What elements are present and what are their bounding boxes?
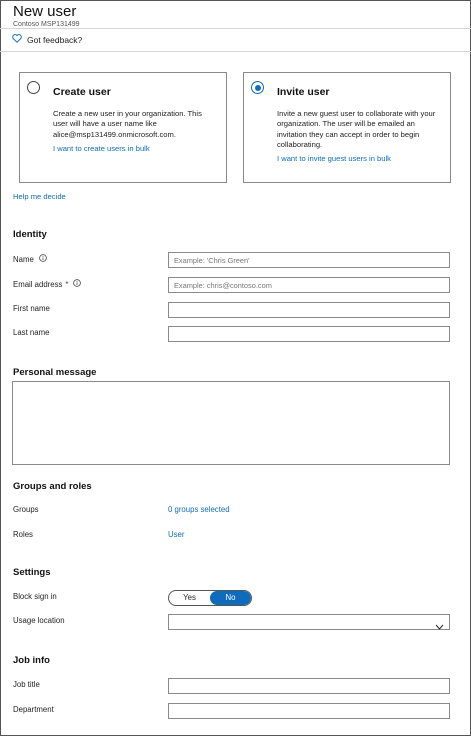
identity-section-title: Identity	[13, 229, 47, 240]
heart-icon	[12, 34, 27, 45]
command-bar	[0, 28, 471, 52]
job-title-input[interactable]	[168, 678, 450, 694]
invite-users-bulk-link[interactable]: I want to invite guest users in bulk	[277, 154, 391, 163]
last-name-label: Last name	[13, 328, 50, 337]
usage-location-label: Usage location	[13, 616, 65, 625]
block-sign-in-toggle[interactable]	[168, 590, 252, 606]
invite-user-radio[interactable]	[251, 81, 264, 94]
name-label	[13, 254, 47, 264]
create-user-description: Create a new user in your organization. This user will have a user name like alice@msp131499.onmicrosoft.com.	[53, 109, 202, 139]
page-title: New user	[13, 3, 77, 20]
invite-user-title: Invite user	[277, 86, 330, 98]
info-icon[interactable]	[39, 254, 47, 264]
usage-location-dropdown[interactable]	[168, 614, 450, 630]
create-user-title: Create user	[53, 86, 111, 98]
groups-label: Groups	[13, 505, 39, 514]
email-label-text: Email address	[13, 279, 63, 289]
info-icon[interactable]	[73, 279, 81, 289]
required-marker: *	[65, 279, 69, 289]
last-name-input[interactable]	[168, 326, 450, 342]
first-name-input[interactable]	[168, 302, 450, 318]
tenant-subtitle: Contoso MSP131499	[13, 21, 80, 28]
feedback-label: Got feedback?	[27, 34, 83, 45]
help-me-decide-link[interactable]: Help me decide	[13, 192, 66, 201]
create-users-bulk-link[interactable]: I want to create users in bulk	[53, 144, 150, 153]
email-input[interactable]	[168, 277, 450, 293]
name-label-text: Name	[13, 254, 34, 264]
create-user-radio[interactable]	[27, 81, 40, 94]
personal-message-section-title: Personal message	[13, 367, 97, 378]
groups-roles-section-title: Groups and roles	[13, 481, 92, 492]
panel-header	[13, 3, 80, 28]
first-name-label: First name	[13, 304, 50, 313]
roles-label: Roles	[13, 530, 33, 539]
job-info-section-title: Job info	[13, 655, 50, 666]
create-user-option[interactable]	[19, 72, 227, 183]
department-label: Department	[13, 705, 54, 714]
feedback-button[interactable]	[12, 34, 82, 45]
roles-link[interactable]: User	[168, 530, 185, 539]
invite-user-description: Invite a new guest user to collaborate with your organization. The user will be emailed an invitation they can accept in order to begin collaborating.	[277, 109, 436, 149]
block-sign-in-label: Block sign in	[13, 592, 57, 601]
personal-message-textarea[interactable]	[12, 381, 450, 465]
department-input[interactable]	[168, 703, 450, 719]
toggle-no-option[interactable]: No	[210, 591, 251, 605]
settings-section-title: Settings	[13, 567, 51, 578]
email-label	[13, 279, 81, 289]
job-title-label: Job title	[13, 680, 40, 689]
toggle-yes-option[interactable]: Yes	[183, 593, 196, 602]
chevron-down-icon	[435, 618, 444, 636]
groups-selected-link[interactable]: 0 groups selected	[168, 505, 230, 514]
invite-user-option[interactable]	[243, 72, 451, 183]
name-input[interactable]	[168, 252, 450, 268]
